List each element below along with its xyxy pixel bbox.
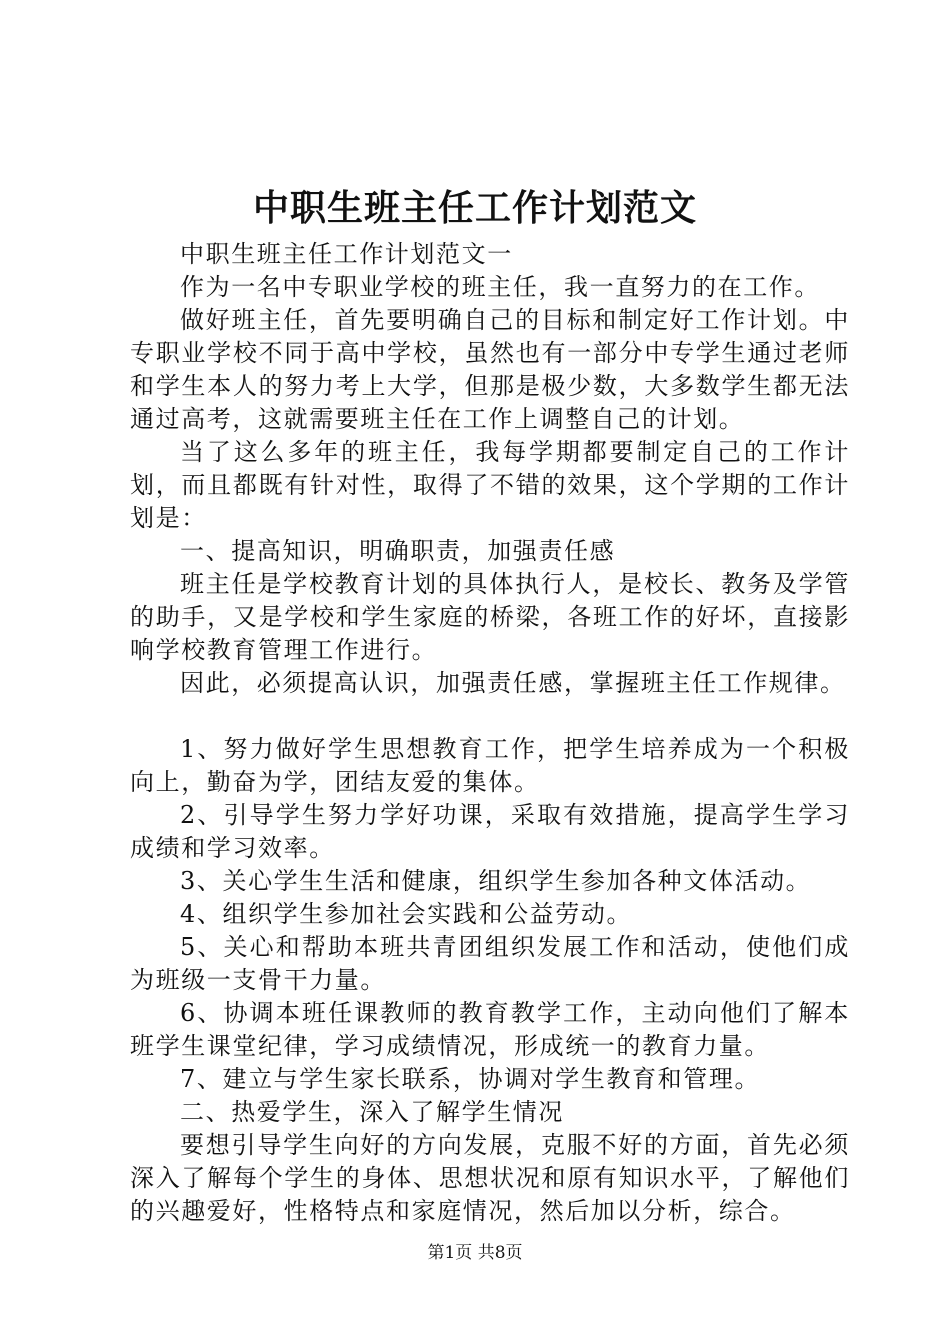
section-heading: 二、热爱学生，深入了解学生情况 [180, 1098, 564, 1126]
list-item: 6、协调本班任课教师的教育教学工作，主动向他们了解本班学生课堂纪律，学习成绩情况，形成统一的教育力量。 [130, 999, 850, 1060]
paragraph: 班主任是学校教育计划的具体执行人，是校长、教务及学管的助手，又是学校和学生家庭的桥梁，各班工作的好坏，直接影响学校教育管理工作进行。 [130, 570, 850, 664]
paragraph: 做好班主任，首先要明确自己的目标和制定好工作计划。中专职业学校不同于高中学校，虽然也有一部分中专学生通过老师和学生本人的努力考上大学，但那是极少数，大多数学生都无法通过高考，这就需要班主任在工作上调整自己的计划。 [130, 306, 850, 433]
document-title: 中职生班主任工作计划范文 [252, 187, 697, 229]
page-footer: 第1页 共8页 [427, 1243, 523, 1263]
list-item: 5、关心和帮助本班共青团组织发展工作和活动，使他们成为班级一支骨干力量。 [130, 933, 850, 994]
list-item: 7、建立与学生家长联系，协调对学生教育和管理。 [180, 1065, 761, 1093]
document-body [130, 238, 850, 1228]
paragraph: 当了这么多年的班主任，我每学期都要制定自己的工作计划，而且都既有针对性，取得了不错的效果，这个学期的工作计划是： [130, 438, 850, 532]
paragraph: 中职生班主任工作计划范文一 [180, 240, 513, 268]
paragraph: 因此，必须提高认识，加强责任感，掌握班主任工作规律。 [180, 669, 846, 697]
blank-line [130, 700, 850, 733]
list-item: 1、努力做好学生思想教育工作，把学生培养成为一个积极向上，勤奋为学，团结友爱的集体。 [130, 735, 850, 796]
list-item: 3、关心学生生活和健康，组织学生参加各种文体活动。 [180, 867, 812, 895]
list-item: 4、组织学生参加社会实践和公益劳动。 [180, 900, 633, 928]
paragraph: 要想引导学生向好的方向发展，克服不好的方面，首先必须深入了解每个学生的身体、思想状况和原有知识水平，了解他们的兴趣爱好，性格特点和家庭情况，然后加以分析，综合。 [130, 1131, 850, 1225]
paragraph: 作为一名中专职业学校的班主任，我一直努力的在工作。 [180, 273, 820, 301]
list-item: 2、引导学生努力学好功课，采取有效措施，提高学生学习成绩和学习效率。 [130, 801, 850, 862]
section-heading: 一、提高知识，明确职责，加强责任感 [180, 537, 616, 565]
